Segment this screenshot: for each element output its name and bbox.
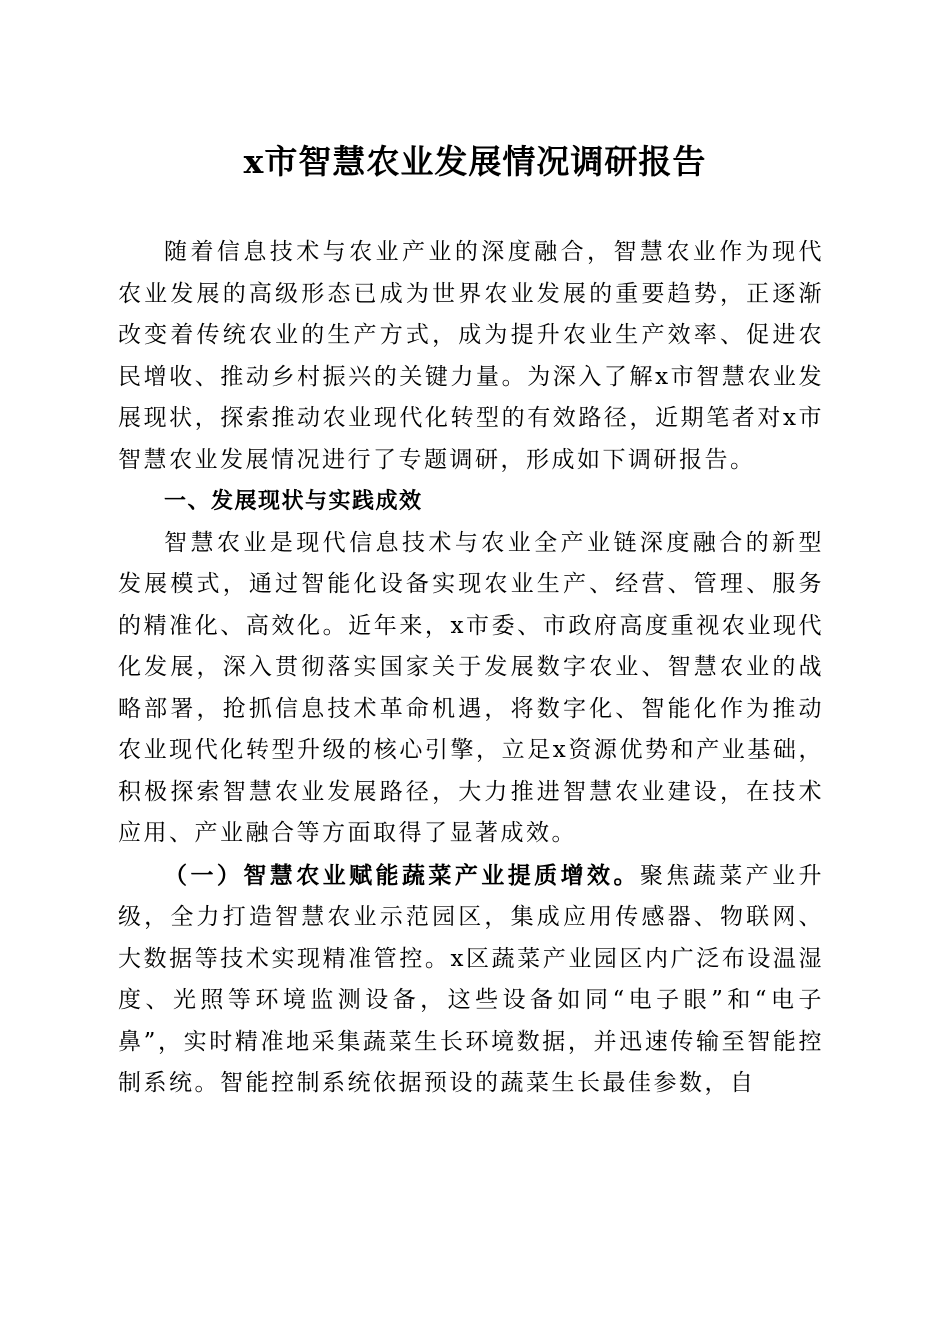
subsection-lead: （一）智慧农业赋能蔬菜产业提质增效。 [164,861,640,889]
document-body [118,232,824,1105]
document-title: x市智慧农业发展情况调研报告 [243,142,707,181]
section-heading: 一、发展现状与实践成效 [164,489,423,514]
intro-paragraph: 随着信息技术与农业产业的深度融合，智慧农业作为现代农业发展的高级形态已成为世界农业发展的重要趋势，正逐渐改变着传统农业的生产方式，成为提升农业生产效率、促进农民增收、推动乡村振兴的关键力量。为深入了解x市智慧农业发展现状，探索推动农业现代化转型的有效路径，近期笔者对x市智慧农业发展情况进行了专题调研，形成如下调研报告。 [118,239,824,473]
subsection-paragraph [118,855,824,1105]
subsection-text: 聚焦蔬菜产业升级，全力打造智慧农业示范园区，集成应用传感器、物联网、大数据等技术实现精准管控。x区蔬菜产业园区内广泛布设温湿度、光照等环境监测设备，这些设备如同“电子眼”和“电子鼻”，实时精准地采集蔬菜生长环境数据，并迅速传输至智能控制系统。智能控制系统依据预设的蔬菜生长最佳参数，自 [118,862,824,1096]
section-paragraph: 智慧农业是现代信息技术与农业全产业链深度融合的新型发展模式，通过智能化设备实现农业生产、经营、管理、服务的精准化、高效化。近年来，x市委、市政府高度重视农业现代化发展，深入贯彻落实国家关于发展数字农业、智慧农业的战略部署，抢抓信息技术革命机遇，将数字化、智能化作为推动农业现代化转型升级的核心引擎，立足x资源优势和产业基础，积极探索智慧农业发展路径，大力推进智慧农业建设，在技术应用、产业融合等方面取得了显著成效。 [118,529,824,846]
